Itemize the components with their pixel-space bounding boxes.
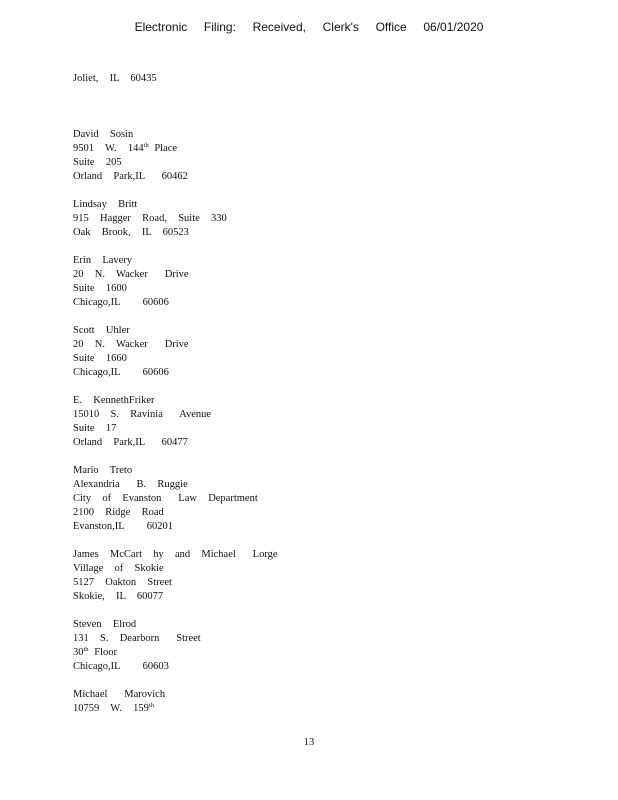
address-block-elrod: [73, 618, 573, 674]
address-block-uhler: [73, 324, 573, 380]
city-state-zip: Skokie, IL 60077: [73, 591, 164, 602]
contact-name: Steven Elrod: [73, 619, 137, 630]
suite-line: Suite 1600: [73, 283, 127, 294]
suite-line: Suite 205: [73, 157, 122, 168]
contact-name: Lindsay Britt: [73, 199, 138, 210]
street-address: 2100 Ridge Road: [73, 507, 164, 518]
address-block-evanston: [73, 464, 573, 534]
contact-name: James McCart hy and Michael Lorge: [73, 549, 278, 560]
floor-line: 30th Floor: [73, 646, 117, 658]
street-address: 20 N. Wacker Drive: [73, 269, 189, 280]
contact-name: Erin Lavery: [73, 255, 133, 266]
city-state-zip: Orland Park,IL 60462: [73, 171, 188, 182]
page-number: 13: [303, 737, 315, 748]
city-state-zip: Chicago,IL 60603: [73, 661, 169, 672]
street-address: 5127 Oakton Street: [73, 577, 172, 588]
contact-name: Mario Treto: [73, 465, 133, 476]
filing-stamp-header: Electronic Filing: Received, Clerk's Office 06/01/2020: [134, 20, 484, 34]
street-address: 20 N. Wacker Drive: [73, 339, 189, 350]
organization-line: Village of Skokie: [73, 563, 164, 574]
street-address: 15010 S. Ravinia Avenue: [73, 409, 212, 420]
street-address: 131 S. Dearborn Street: [73, 633, 201, 644]
street-address: 9501 W. 144th Place: [73, 142, 178, 154]
address-line: Joliet, IL 60435: [73, 73, 157, 84]
contact-name: Scott Uhler: [73, 325, 130, 336]
address-block-britt: [73, 198, 573, 240]
address-block-friker: [73, 394, 573, 450]
contact-name: Alexandria B. Ruggie: [73, 479, 188, 490]
street-address: 915 Hagger Road, Suite 330: [73, 213, 227, 224]
suite-line: Suite 17: [73, 423, 117, 434]
suite-line: Suite 1660: [73, 353, 127, 364]
contact-name: Michael Marovich: [73, 689, 166, 700]
city-state-zip: Orland Park,IL 60477: [73, 437, 188, 448]
street-address: 10759 W. 159th: [73, 702, 154, 714]
address-block-lavery: [73, 254, 573, 310]
address-block-marovich: [73, 688, 573, 716]
service-list: [73, 72, 573, 730]
city-state-zip: Chicago,IL 60606: [73, 367, 169, 378]
city-state-zip: Evanston,IL 60201: [73, 521, 173, 532]
address-block-skokie: [73, 548, 573, 604]
city-state-zip: Oak Brook, IL 60523: [73, 227, 189, 238]
contact-name: E. KennethFriker: [73, 395, 155, 406]
address-block-sosin: [73, 128, 573, 184]
city-state-zip: Chicago,IL 60606: [73, 297, 169, 308]
organization-line: City of Evanston Law Department: [73, 493, 258, 504]
contact-name: David Sosin: [73, 129, 134, 140]
